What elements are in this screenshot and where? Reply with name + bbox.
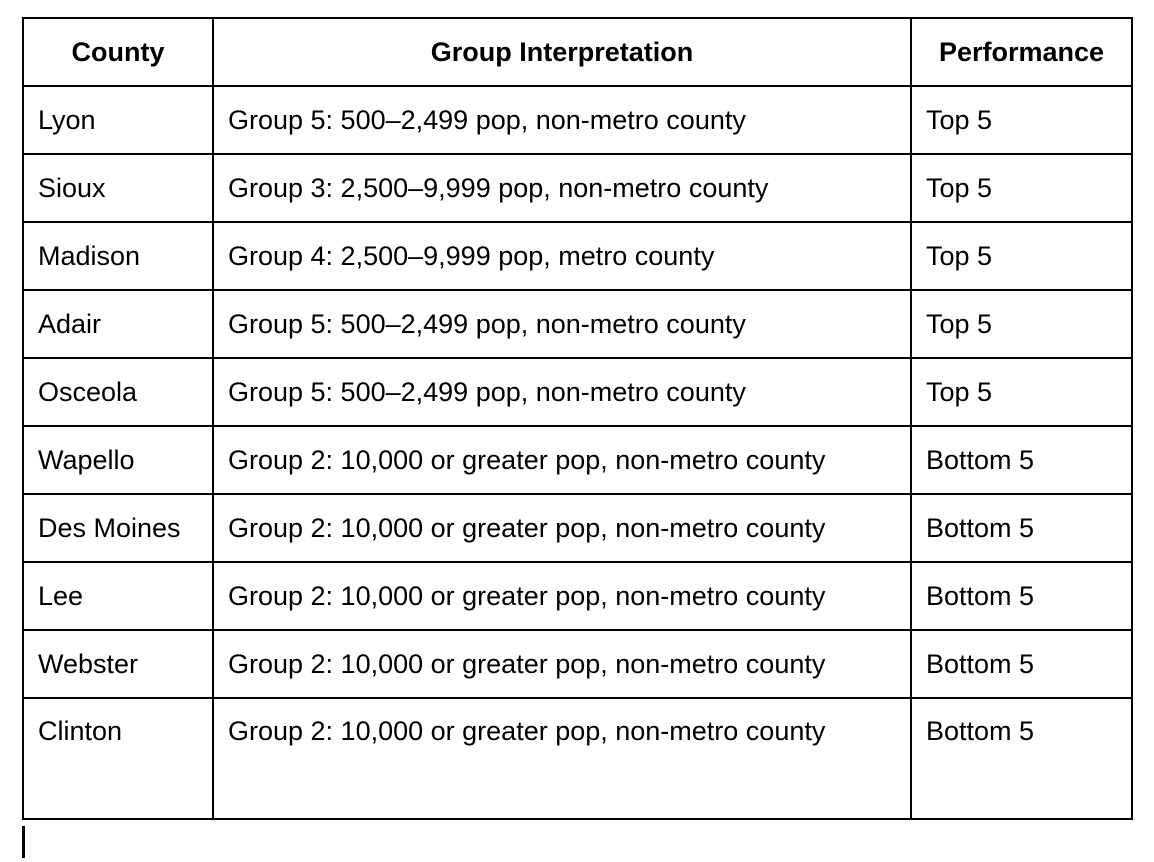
header-group-interpretation: Group Interpretation bbox=[213, 18, 911, 86]
county-cell[interactable]: Lee bbox=[23, 562, 213, 630]
performance-cell[interactable]: Bottom 5 bbox=[911, 494, 1132, 562]
performance-cell[interactable]: Bottom 5 bbox=[911, 562, 1132, 630]
county-cell[interactable]: Webster bbox=[23, 630, 213, 698]
county-cell[interactable]: Adair bbox=[23, 290, 213, 358]
group-cell[interactable]: Group 2: 10,000 or greater pop, non-metro county bbox=[213, 630, 911, 698]
performance-cell[interactable]: Top 5 bbox=[911, 86, 1132, 154]
group-cell[interactable]: Group 3: 2,500–9,999 pop, non-metro county bbox=[213, 154, 911, 222]
group-cell[interactable]: Group 5: 500–2,499 pop, non-metro county bbox=[213, 358, 911, 426]
header-county: County bbox=[23, 18, 213, 86]
table-row bbox=[23, 86, 1132, 154]
group-cell[interactable]: Group 4: 2,500–9,999 pop, metro county bbox=[213, 222, 911, 290]
county-cell[interactable]: Des Moines bbox=[23, 494, 213, 562]
table-row bbox=[23, 562, 1132, 630]
county-cell[interactable]: Madison bbox=[23, 222, 213, 290]
group-cell[interactable]: Group 2: 10,000 or greater pop, non-metro county bbox=[213, 426, 911, 494]
performance-cell[interactable]: Top 5 bbox=[911, 358, 1132, 426]
table-row bbox=[23, 426, 1132, 494]
performance-cell[interactable]: Top 5 bbox=[911, 222, 1132, 290]
group-cell[interactable]: Group 5: 500–2,499 pop, non-metro county bbox=[213, 290, 911, 358]
group-cell[interactable]: Group 2: 10,000 or greater pop, non-metro county bbox=[213, 494, 911, 562]
table-row bbox=[23, 290, 1132, 358]
table-row bbox=[23, 494, 1132, 562]
performance-cell[interactable]: Bottom 5 bbox=[911, 426, 1132, 494]
text-cursor bbox=[22, 826, 25, 858]
group-cell[interactable]: Group 2: 10,000 or greater pop, non-metro county bbox=[213, 698, 911, 819]
county-cell[interactable]: Wapello bbox=[23, 426, 213, 494]
performance-cell[interactable]: Bottom 5 bbox=[911, 698, 1132, 819]
performance-cell[interactable]: Bottom 5 bbox=[911, 630, 1132, 698]
table-row bbox=[23, 358, 1132, 426]
performance-cell[interactable]: Top 5 bbox=[911, 290, 1132, 358]
group-cell[interactable]: Group 5: 500–2,499 pop, non-metro county bbox=[213, 86, 911, 154]
table-row bbox=[23, 154, 1132, 222]
county-cell[interactable]: Lyon bbox=[23, 86, 213, 154]
table-row bbox=[23, 222, 1132, 290]
county-performance-table bbox=[22, 17, 1133, 820]
performance-cell[interactable]: Top 5 bbox=[911, 154, 1132, 222]
county-cell[interactable]: Sioux bbox=[23, 154, 213, 222]
table-row bbox=[23, 630, 1132, 698]
county-cell[interactable]: Osceola bbox=[23, 358, 213, 426]
table-row bbox=[23, 698, 1132, 819]
county-cell[interactable]: Clinton bbox=[23, 698, 213, 819]
group-cell[interactable]: Group 2: 10,000 or greater pop, non-metro county bbox=[213, 562, 911, 630]
header-row bbox=[23, 18, 1132, 86]
header-performance: Performance bbox=[911, 18, 1132, 86]
